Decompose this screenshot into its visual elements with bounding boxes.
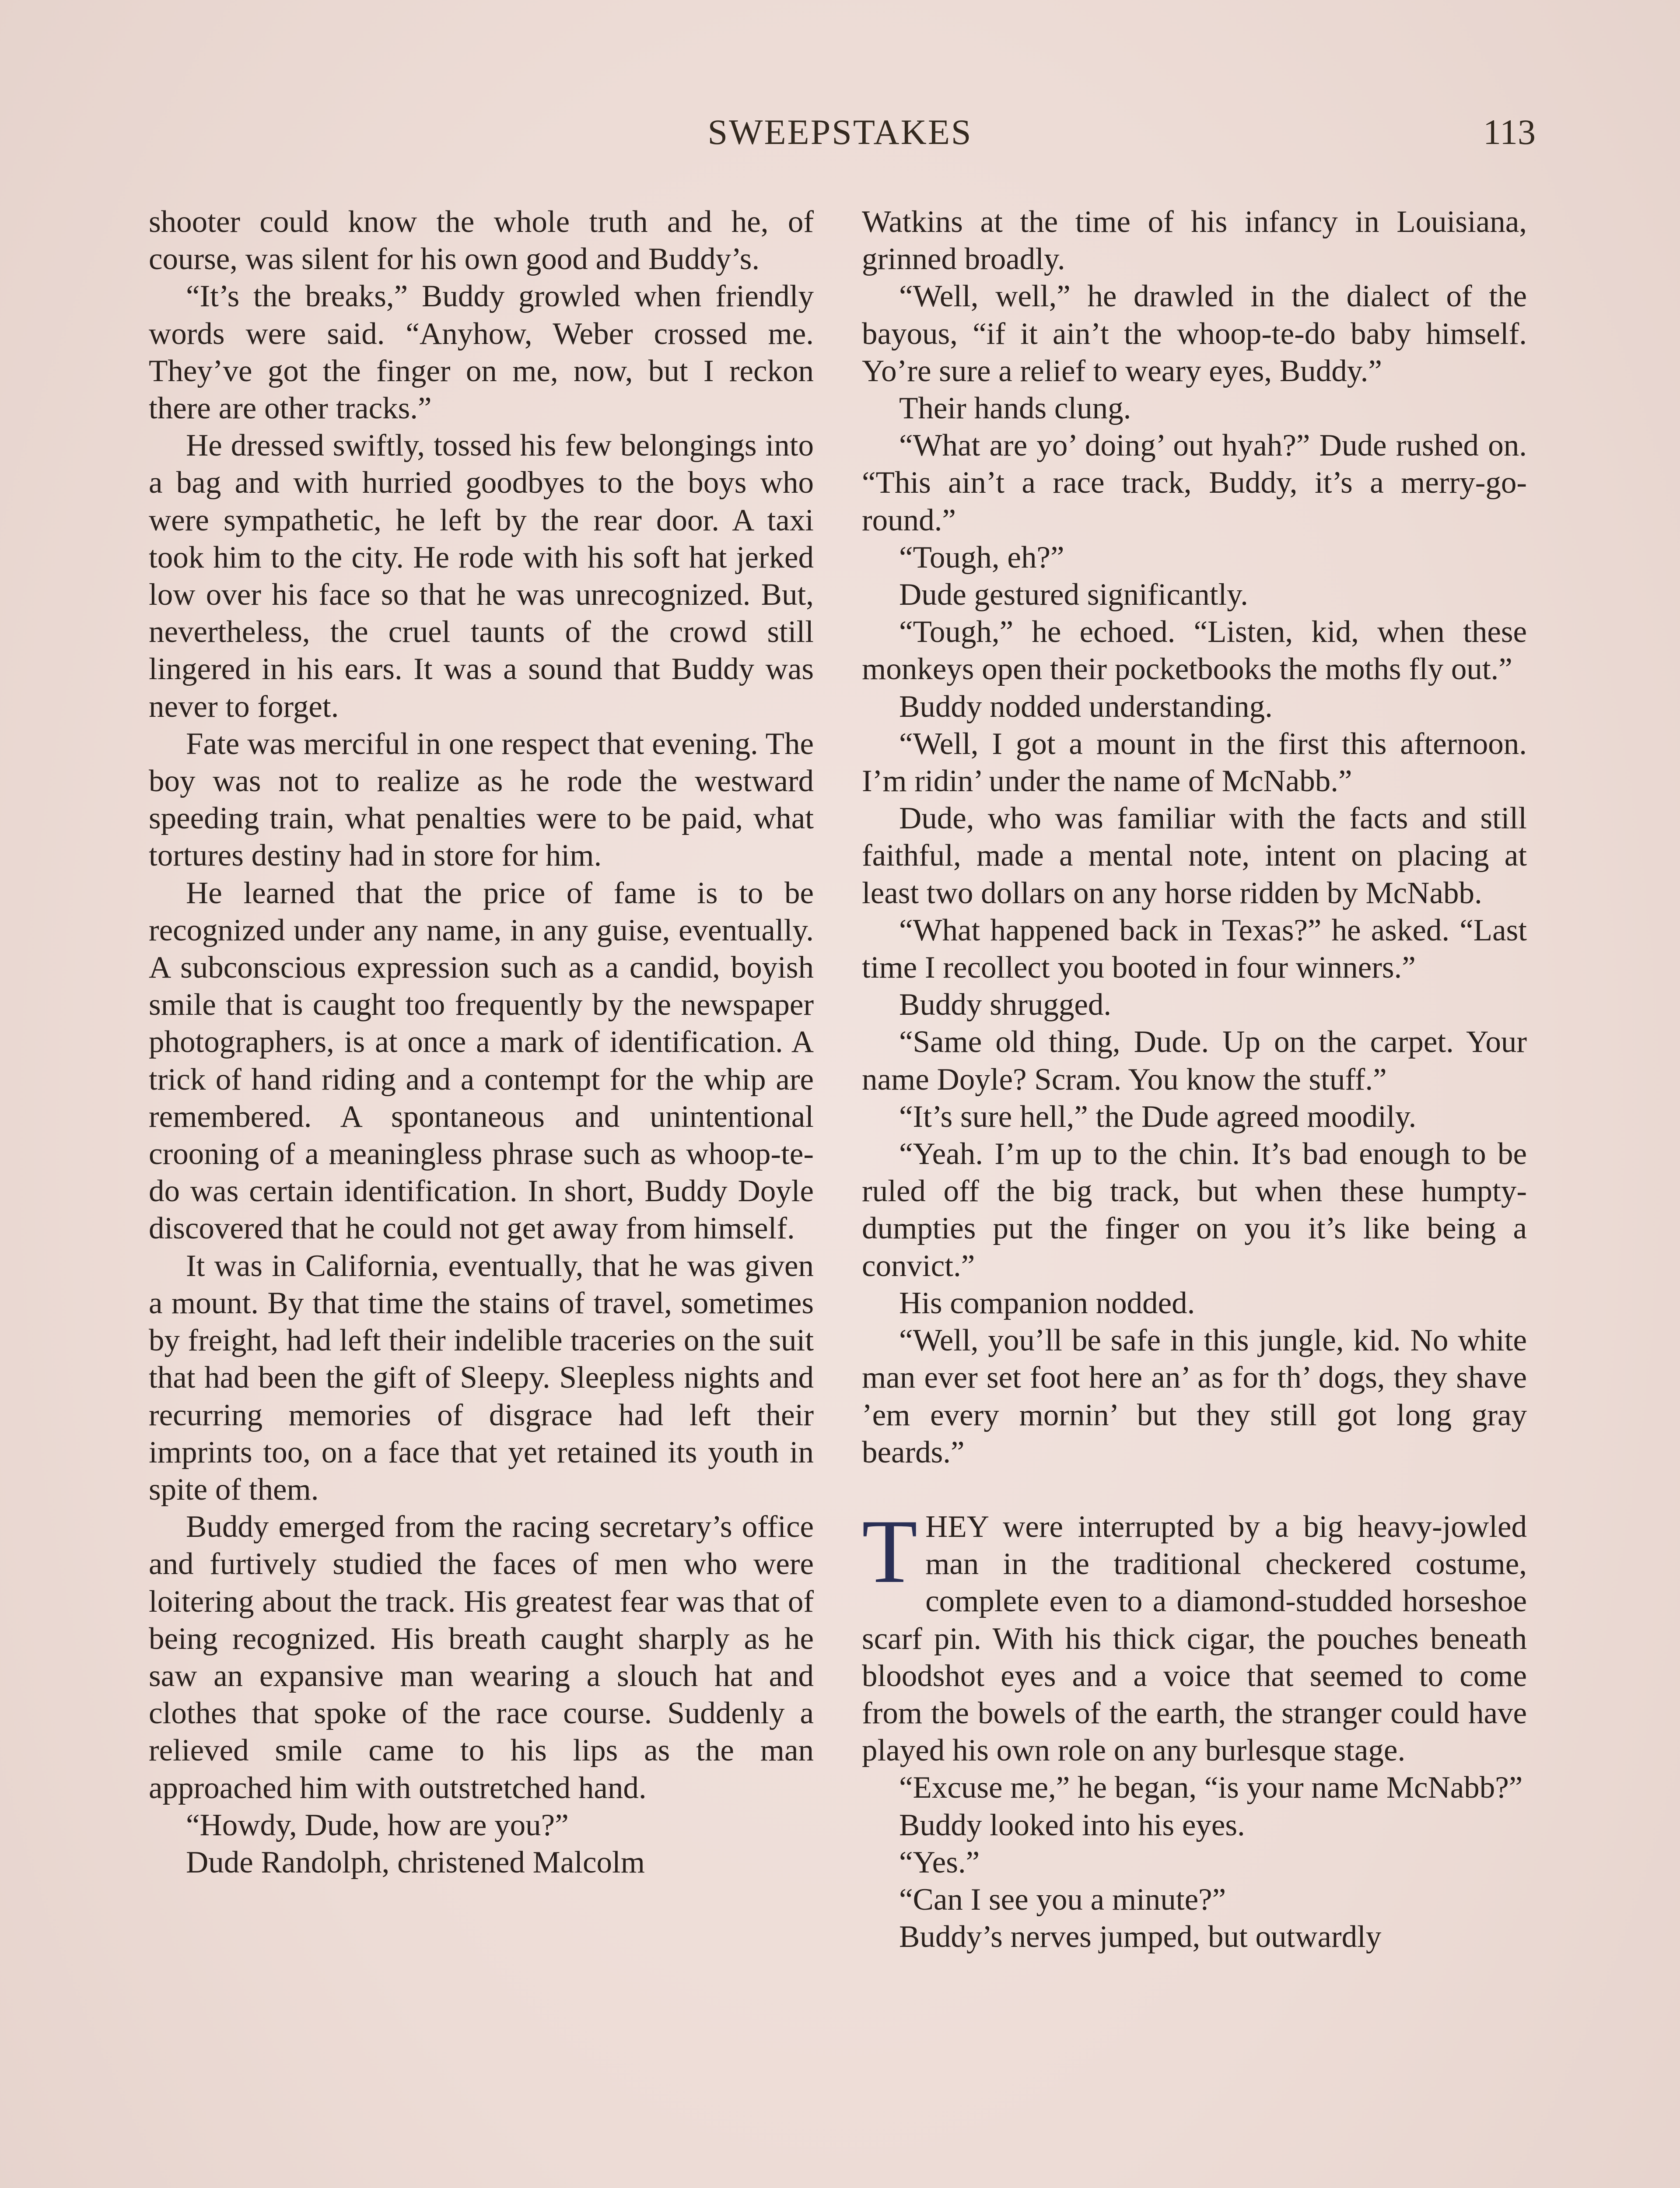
paragraph: “Can I see you a minute?”	[899, 1882, 1226, 1917]
paragraph: “Well, I got a mount in the first this afternoon. I’m ridin’ under the name of McNabb.”	[862, 726, 1527, 799]
paragraph: Buddy’s nerves jumped, but outwardly	[899, 1920, 1382, 1954]
paragraph: Buddy shrugged.	[899, 988, 1112, 1022]
paragraph: “Tough,” he echoed. “Listen, kid, when these monkeys open their pocketbooks the moths fly out.”	[862, 615, 1527, 687]
page-header	[144, 112, 1536, 168]
page-number: 113	[1483, 112, 1536, 152]
paragraph: “Howdy, Dude, how are you?”	[186, 1808, 569, 1842]
paragraph: “Tough, eh?”	[899, 540, 1064, 575]
paragraph: “Well, you’ll be safe in this jungle, kid. No white man ever set foot here an’ as for th’ dogs, they shave ’em every mornin’ but they still got long gray beards.”	[862, 1323, 1527, 1469]
paragraph: Buddy looked into his eyes.	[899, 1808, 1245, 1842]
paragraph: “Well, well,” he drawled in the dialect of the bayous, “if it ain’t the whoop-te-do baby himself. Yo’re sure a relief to weary eyes, Buddy.”	[862, 279, 1527, 388]
paragraph: He learned that the price of fame is to be recognized under any name, in any guise, eventually. A subconscious expression such as a candid, boyish smile that is caught too frequently by the newspaper photographers, is at once a mark of identification. A trick of hand riding and a contempt for the whip are remembered. A spontaneous and unintentional crooning of a meaningless phrase such as whoop-te-do was certain identification. In short, Buddy Doyle discovered that he could not get away from himself.	[149, 876, 814, 1246]
section-break	[862, 1471, 1527, 1508]
paragraph: “Yeah. I’m up to the chin. It’s bad enough to be ruled off the big track, but when these humpty-dumpties put the finger on you it’s like being a convict.”	[862, 1137, 1527, 1283]
paragraph: shooter could know the whole truth and he, of course, was silent for his own good and Buddy’s.	[149, 205, 814, 277]
left-column	[149, 203, 814, 1881]
paragraph: He dressed swiftly, tossed his few belongings into a bag and with hurried goodbyes to the boys who were sympathetic, he left by the rear door. A taxi took him to the city. He rode with his soft hat jerked low over his face so that he was unrecognized. But, nevertheless, the cruel taunts of the crowd still lingered in his ears. It was a sound that Buddy was never to forget.	[149, 428, 814, 724]
dropcap-paragraph	[862, 1501, 1527, 1769]
dropcap-paragraph-text: HEY were interrupted by a big heavy-jowled man in the traditional checkered costume, complete even to a diamond-studded horseshoe scarf pin. With his thick cigar, the pouches beneath bloodshot eyes and a voice that seemed to come from the bowels of the earth, the stranger could have played his own role on any burlesque stage.	[862, 1509, 1527, 1768]
paragraph: It was in California, eventually, that he was given a mount. By that time the stains of travel, sometimes by freight, had left their indelible traceries on the suit that had been the gift of Sleepy. Sleepless nights and recurring memories of disgrace had left their imprints too, on a face that yet retained its youth in spite of them.	[149, 1248, 814, 1507]
paragraph: His companion nodded.	[899, 1286, 1195, 1320]
paragraph: “Same old thing, Dude. Up on the carpet. Your name Doyle? Scram. You know the stuff.”	[862, 1025, 1527, 1097]
right-column	[862, 203, 1527, 1956]
paragraph: “What happened back in Texas?” he asked. “Last time I recollect you booted in four winners.”	[862, 913, 1527, 985]
paragraph: Dude Randolph, christened Malcolm	[186, 1845, 645, 1879]
paragraph: “Excuse me,” he began, “is your name McNabb?”	[899, 1771, 1523, 1805]
running-head-title: SWEEPSTAKES	[707, 112, 973, 152]
paragraph: Their hands clung.	[899, 391, 1131, 426]
paragraph: Fate was merciful in one respect that evening. The boy was not to realize as he rode the westward speeding train, what penalties were to be paid, what tortures destiny had in store for him.	[149, 726, 814, 873]
paragraph: Dude gestured significantly.	[899, 578, 1248, 612]
paragraph: Buddy nodded understanding.	[899, 689, 1273, 724]
paragraph: Watkins at the time of his infancy in Louisiana, grinned broadly.	[862, 205, 1527, 277]
drop-cap-letter: T	[862, 1501, 918, 1602]
paragraph: Dude, who was familiar with the facts and still faithful, made a mental note, intent on placing at least two dollars on any horse ridden by McNabb.	[862, 801, 1527, 910]
paragraph: “Yes.”	[899, 1845, 980, 1879]
paragraph: “What are yo’ doing’ out hyah?” Dude rushed on. “This ain’t a race track, Buddy, it’s a merry-go-round.”	[862, 428, 1527, 537]
paragraph: Buddy emerged from the racing secretary’s office and furtively studied the faces of men who were loitering about the track. His greatest fear was that of being recognized. His breath caught sharply as he saw an expansive man wearing a slouch hat and clothes that spoke of the race course. Suddenly a relieved smile came to his lips as the man approached him with outstretched hand.	[149, 1510, 814, 1805]
paragraph: “It’s sure hell,” the Dude agreed moodily.	[899, 1099, 1417, 1134]
paragraph: “It’s the breaks,” Buddy growled when friendly words were said. “Anyhow, Weber crossed me. They’ve got the finger on me, now, but I reckon there are other tracks.”	[149, 279, 814, 426]
